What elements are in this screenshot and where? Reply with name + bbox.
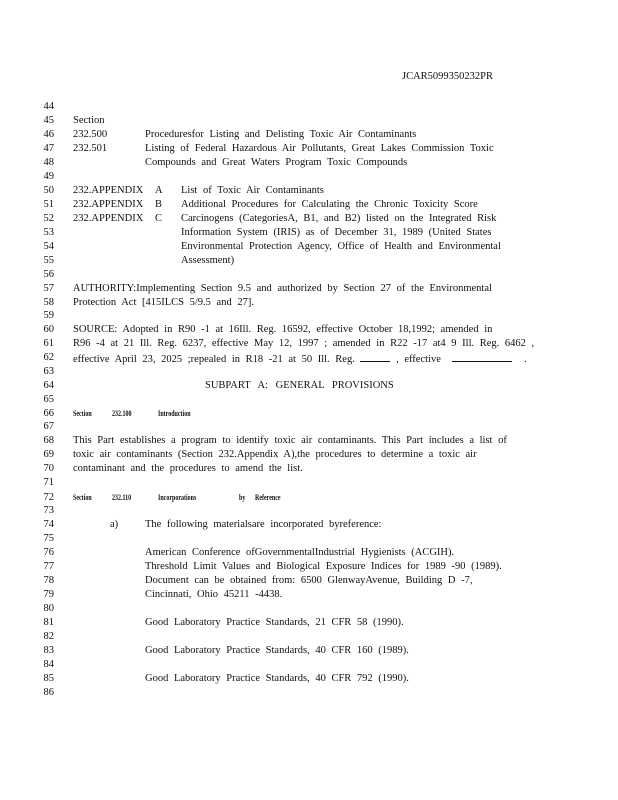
line-number: 68 <box>43 435 54 446</box>
section-232-100-number: 232.100 <box>112 409 132 418</box>
line-number: 81 <box>43 617 54 628</box>
line-number: 67 <box>43 421 54 432</box>
line-number: 76 <box>43 547 54 558</box>
line-number: 82 <box>43 631 54 642</box>
section-232-110-number: 232.110 <box>112 493 132 502</box>
line-number: 47 <box>43 143 54 154</box>
toc-appendix-b-title: Additional Procedures for Calculating the Chronic Toxicity Score <box>181 199 478 210</box>
section-232-110-reference: Reference <box>255 493 281 502</box>
toc-232-500-number: 232.500 <box>73 129 108 140</box>
line-number: 84 <box>43 659 54 670</box>
source-period: . <box>524 354 527 365</box>
line-number: 85 <box>43 673 54 684</box>
line-number: 52 <box>43 213 54 224</box>
authority-note: AUTHORITY:Implementing Section 9.5 and authorized by Section 27 of the Environmental <box>73 283 492 294</box>
line-number: 77 <box>43 561 54 572</box>
line-number: 83 <box>43 645 54 656</box>
line-number: 51 <box>43 199 54 210</box>
glp-reference: Good Laboratory Practice Standards, 40 CFR 792 (1990). <box>145 673 409 684</box>
line-number: 59 <box>43 310 54 321</box>
toc-appendix-c-title: Carcinogens (CategoriesA, B1, and B2) listed on the Integrated Risk <box>181 213 497 224</box>
intro-paragraph-cont: contaminant and the procedures to amend the list. <box>73 463 303 474</box>
toc-232-500-title: Proceduresfor Listing and Delisting Toxic Air Contaminants <box>145 129 417 140</box>
toc-appendix-b-number: 232.APPENDIX <box>73 199 144 210</box>
line-number: 61 <box>43 338 54 349</box>
register-page-blank <box>360 351 390 362</box>
line-number: 58 <box>43 297 54 308</box>
line-number: 57 <box>43 283 54 294</box>
intro-paragraph-cont: toxic air contaminants (Section 232.Appendix A),the procedures to determine a toxic air <box>73 449 477 460</box>
toc-appendix-a-letter: A <box>155 185 163 196</box>
source-repeal-text: effective April 23, 2025 ;repealed in R18 -21 at 50 Ill. Reg. <box>73 354 355 365</box>
line-number: 69 <box>43 449 54 460</box>
acgih-reference-cont: Threshold Limit Values and Biological Exposure Indices for 1989 -90 (1989). <box>145 561 502 572</box>
section-232-110-label: Section <box>73 493 92 502</box>
toc-232-501-number: 232.501 <box>73 143 108 154</box>
line-number: 86 <box>43 687 54 698</box>
toc-appendix-c-title-cont: Information System (IRIS) as of December 31, 1989 (United States <box>181 227 492 238</box>
section-232-110-title: Incorporations <box>158 493 197 502</box>
line-number: 49 <box>43 171 54 182</box>
toc-appendix-c-number: 232.APPENDIX <box>73 213 144 224</box>
line-number: 71 <box>43 477 54 488</box>
line-number: 63 <box>43 366 54 377</box>
toc-appendix-c-title-cont: Environmental Protection Agency, Office of Health and Environmental <box>181 241 501 252</box>
line-number: 56 <box>43 269 54 280</box>
line-number: 54 <box>43 241 54 252</box>
line-number: 46 <box>43 129 54 140</box>
line-number: 64 <box>43 380 54 391</box>
section-232-110-by: by <box>239 493 246 502</box>
subsection-a-text: The following materialsare incorporated byreference: <box>145 519 382 530</box>
glp-reference: Good Laboratory Practice Standards, 21 CFR 58 (1990). <box>145 617 404 628</box>
line-number: 79 <box>43 589 54 600</box>
source-note-cont <box>73 351 527 367</box>
toc-appendix-a-number: 232.APPENDIX <box>73 185 144 196</box>
acgih-reference: American Conference ofGovernmentalIndustrial Hygienists (ACGIH). <box>145 547 455 558</box>
toc-appendix-a-title: List of Toxic Air Contaminants <box>181 185 324 196</box>
intro-paragraph: This Part establishes a program to identify toxic air contaminants. This Part includes a list of <box>73 435 507 446</box>
line-number: 62 <box>43 352 54 363</box>
line-number: 45 <box>43 115 54 126</box>
header-code: JCAR5099350232PR <box>402 71 494 82</box>
section-232-100-label: Section <box>73 409 92 418</box>
source-note-cont: R96 -4 at 21 Ill. Reg. 6237, effective May 12, 1997 ; amended in R22 -17 at4 9 Ill. Reg. 6462 , <box>73 338 535 349</box>
line-number: 73 <box>43 505 54 516</box>
toc-section-label: Section <box>73 115 105 126</box>
line-number: 53 <box>43 227 54 238</box>
authority-note-cont: Protection Act [415ILCS 5/9.5 and 27]. <box>73 297 254 308</box>
line-number: 50 <box>43 185 54 196</box>
line-number: 60 <box>43 324 54 335</box>
line-number: 48 <box>43 157 54 168</box>
source-effective-label: , effective <box>396 354 441 365</box>
section-232-100-title: Introduction <box>158 409 191 418</box>
line-number: 80 <box>43 603 54 614</box>
toc-appendix-c-letter: C <box>155 213 163 224</box>
line-number: 55 <box>43 255 54 266</box>
line-number: 70 <box>43 463 54 474</box>
glp-reference: Good Laboratory Practice Standards, 40 CFR 160 (1989). <box>145 645 409 656</box>
source-note: SOURCE: Adopted in R90 -1 at 16Ill. Reg. 16592, effective October 18,1992; amended in <box>73 324 493 335</box>
line-number: 65 <box>43 394 54 405</box>
line-number: 75 <box>43 533 54 544</box>
toc-appendix-b-letter: B <box>155 199 163 210</box>
acgih-reference-cont: Document can be obtained from: 6500 GlenwayAvenue, Building D -7, <box>145 575 473 586</box>
line-number: 44 <box>43 101 54 112</box>
subpart-heading: SUBPART A: GENERAL PROVISIONS <box>205 380 394 391</box>
subsection-a-letter: a) <box>110 519 119 530</box>
toc-appendix-c-title-cont: Assessment) <box>181 255 235 266</box>
line-number: 78 <box>43 575 54 586</box>
line-number: 72 <box>43 492 54 503</box>
acgih-reference-cont: Cincinnati, Ohio 45211 -4438. <box>145 589 283 600</box>
effective-date-blank <box>452 351 512 362</box>
toc-232-501-title-cont: Compounds and Great Waters Program Toxic Compounds <box>145 157 408 168</box>
toc-232-501-title: Listing of Federal Hazardous Air Pollutants, Great Lakes Commission Toxic <box>145 143 494 154</box>
line-number: 66 <box>43 408 54 419</box>
line-number: 74 <box>43 519 54 530</box>
